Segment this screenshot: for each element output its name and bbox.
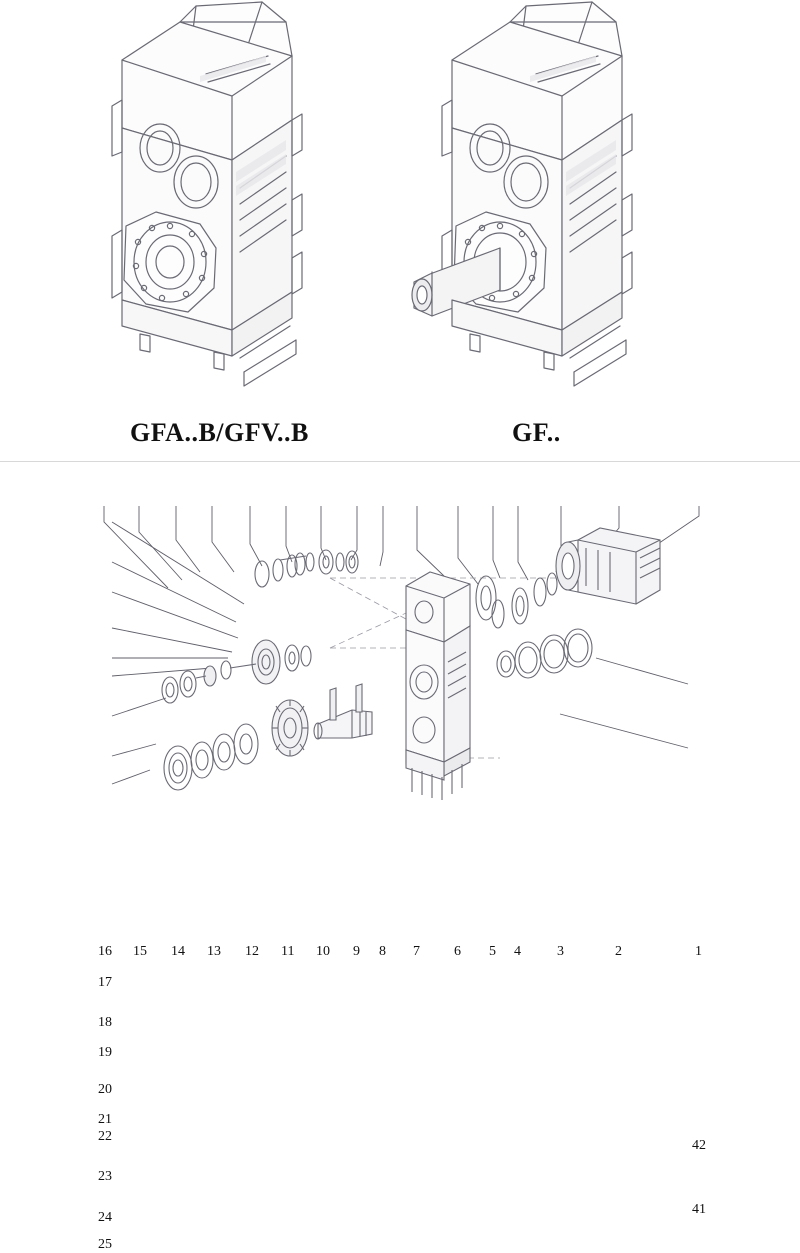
- callout-13: 13: [207, 944, 221, 959]
- callout-17: 17: [98, 975, 112, 990]
- callout-10: 10: [316, 944, 330, 959]
- callout-42: 42: [692, 1138, 706, 1153]
- top-panel-gearbox-views: [0, 0, 800, 462]
- callout-9: 9: [353, 944, 360, 959]
- callout-15: 15: [133, 944, 147, 959]
- callout-12: 12: [245, 944, 259, 959]
- part-bearings-right: [476, 573, 592, 678]
- exploded-assembly-drawing: [0, 462, 800, 800]
- callout-22: 22: [98, 1129, 112, 1144]
- part-gear-bottom: [164, 700, 308, 790]
- callout-4: 4: [514, 944, 521, 959]
- callout-19: 19: [98, 1045, 112, 1060]
- callout-7: 7: [413, 944, 420, 959]
- part-pinion-shafts: [314, 684, 372, 739]
- caption-gf: GF..: [512, 418, 561, 447]
- callout-23: 23: [98, 1169, 112, 1184]
- callout-8: 8: [379, 944, 386, 959]
- callout-20: 20: [98, 1082, 112, 1097]
- exploded-parts: [162, 528, 660, 800]
- assembly-axis-lines: [330, 578, 640, 758]
- callout-18: 18: [98, 1015, 112, 1030]
- callout-1: 1: [695, 944, 702, 959]
- callout-16: 16: [98, 944, 112, 959]
- callout-25: 25: [98, 1237, 112, 1252]
- gearbox-line-drawings: [0, 0, 800, 462]
- exploded-view-panel: [0, 462, 800, 1252]
- callout-24: 24: [98, 1210, 112, 1225]
- callout-5: 5: [489, 944, 496, 959]
- part-washers-top: [255, 550, 358, 587]
- caption-gfab-gfvb: GFA..B/GFV..B: [130, 418, 309, 447]
- gearbox-gf-figure: [412, 2, 632, 386]
- callout-21: 21: [98, 1112, 112, 1127]
- callout-41: 41: [692, 1202, 706, 1217]
- gearbox-gfab-gfvb-figure: [112, 2, 302, 386]
- part-input-motor-adapter: [556, 528, 660, 604]
- part-gear-housing: [406, 572, 470, 776]
- leader-lines-right: [560, 658, 688, 748]
- callout-11: 11: [281, 944, 295, 959]
- part-shaft-gear-middle: [162, 640, 311, 703]
- callout-14: 14: [171, 944, 185, 959]
- callout-6: 6: [454, 944, 461, 959]
- callout-3: 3: [557, 944, 564, 959]
- callout-2: 2: [615, 944, 622, 959]
- leader-lines-left: [112, 522, 244, 784]
